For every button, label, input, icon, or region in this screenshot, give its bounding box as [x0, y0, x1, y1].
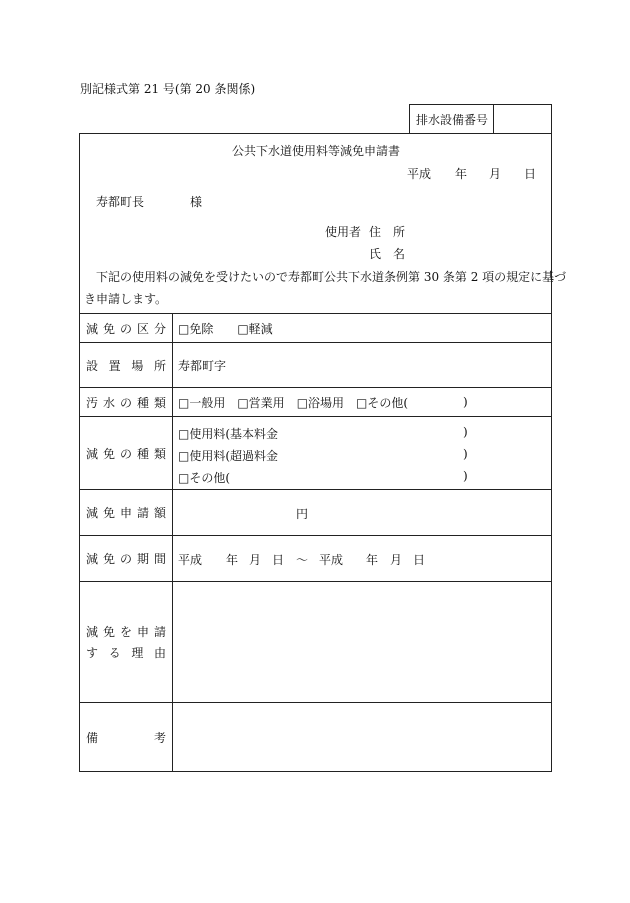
statement-line-2: き申請します。 [84, 292, 168, 306]
period-separator: ～ [296, 553, 309, 567]
option-business[interactable]: □営業用 [237, 395, 285, 410]
date-day: 日 [524, 167, 537, 181]
form-title: 公共下水道使用料等減免申請書 [231, 144, 400, 158]
addressee-name: 寿都町長 [96, 195, 145, 209]
applicant-role: 使用者 [325, 225, 362, 239]
applicant-address-label: 住 所 [369, 225, 406, 239]
option-exemption[interactable]: □免除 [178, 321, 214, 336]
reduction-other[interactable]: □その他( [178, 471, 231, 485]
addressee-honorific: 様 [190, 195, 203, 209]
period-end-era: 平成 [319, 553, 344, 567]
option-general[interactable]: □一般用 [178, 395, 226, 410]
date-month: 月 [489, 167, 502, 181]
reason-field[interactable] [173, 582, 551, 702]
reduction-excess-fee[interactable]: □使用料(超過料金 [178, 449, 279, 463]
reduction-type-label: 減免の種類 [86, 446, 166, 461]
sewage-type-label: 汚水の種類 [86, 395, 166, 410]
date-year: 年 [455, 167, 468, 181]
period-start-era: 平成 [178, 553, 203, 567]
category-options [178, 314, 273, 342]
sewage-type-options [178, 388, 408, 416]
form-reference: 別記様式第 21 号(第 20 条関係) [80, 82, 256, 96]
drainage-number-field[interactable] [500, 111, 546, 129]
amount-unit: 円 [296, 507, 309, 521]
applicant-name-label: 氏 名 [369, 247, 406, 261]
reason-label: 減免を申請 する理由 [86, 625, 166, 660]
reduction-basic-fee[interactable]: □使用料(基本料金 [178, 427, 279, 441]
location-label: 設置場所 [86, 358, 166, 373]
category-label: 減免の区分 [86, 321, 166, 336]
option-reduction[interactable]: □軽減 [237, 321, 273, 336]
amount-label: 減免申請額 [86, 506, 166, 520]
location-value[interactable]: 寿都町字 [178, 358, 227, 373]
drainage-number-label: 排水設備番号 [416, 113, 489, 127]
date-era: 平成 [407, 167, 432, 181]
sewage-other-close: ) [463, 395, 468, 409]
statement-line-1: 下記の使用料の減免を受けたいので寿都町公共下水道条例第 30 条第 2 項の規定に基づ [96, 270, 567, 284]
period-label: 減免の期間 [86, 552, 166, 566]
option-bath[interactable]: □浴場用 [296, 395, 345, 410]
remarks-field[interactable] [173, 703, 551, 772]
remarks-label: 備考 [86, 731, 166, 745]
amount-field[interactable] [178, 502, 288, 520]
option-other[interactable]: □その他( [356, 395, 409, 410]
